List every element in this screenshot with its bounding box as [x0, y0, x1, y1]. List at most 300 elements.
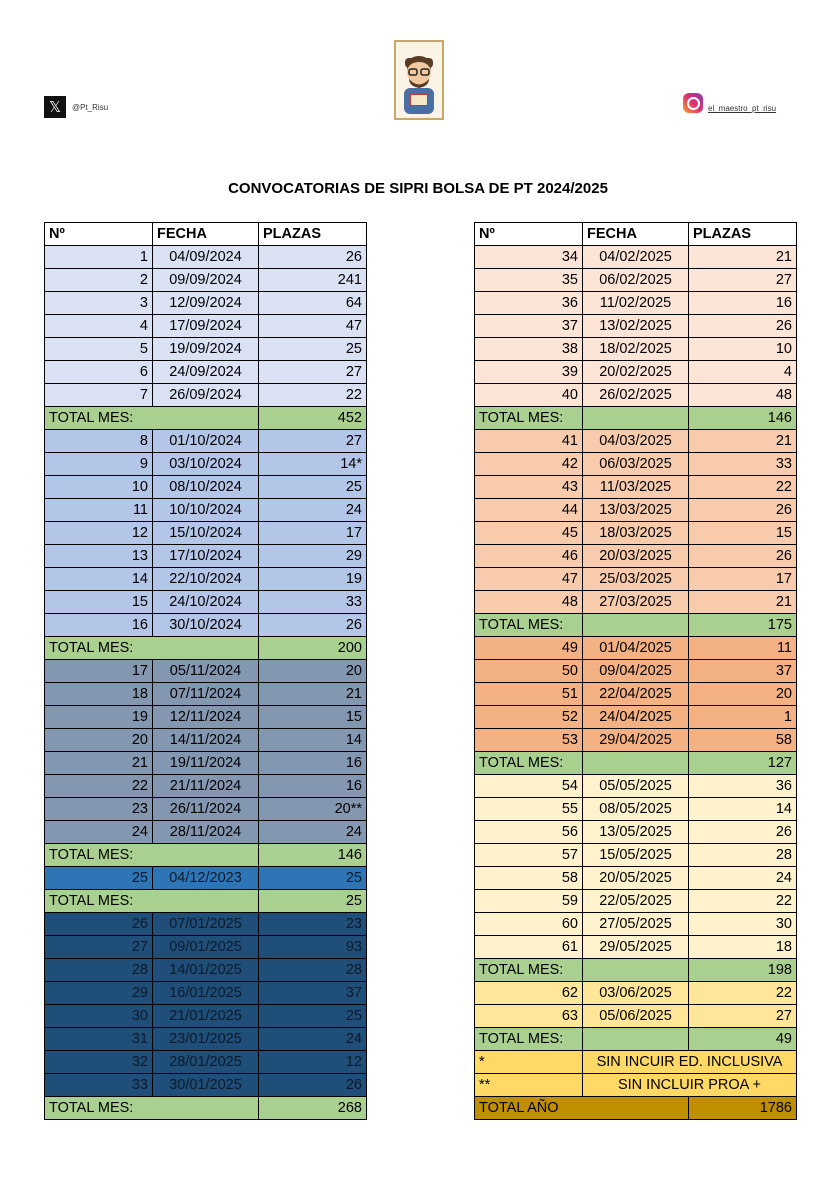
convocatoria-date: 03/06/2025 — [583, 982, 689, 1005]
convocatoria-plazas: 30 — [689, 913, 797, 936]
convocatoria-number: 52 — [475, 706, 583, 729]
table-row — [45, 430, 367, 453]
year-total-label: TOTAL AÑO — [475, 1097, 689, 1120]
convocatoria-plazas: 24 — [259, 821, 367, 844]
table-row — [475, 499, 797, 522]
convocatoria-number: 23 — [45, 798, 153, 821]
convocatoria-number: 18 — [45, 683, 153, 706]
table-row — [475, 890, 797, 913]
table-row — [45, 591, 367, 614]
convocatoria-number: 58 — [475, 867, 583, 890]
table-row — [45, 453, 367, 476]
table-row — [45, 660, 367, 683]
table-row — [475, 798, 797, 821]
convocatoria-plazas: 27 — [259, 361, 367, 384]
convocatoria-date: 10/10/2024 — [153, 499, 259, 522]
convocatoria-date: 08/05/2025 — [583, 798, 689, 821]
convocatoria-number: 61 — [475, 936, 583, 959]
month-total-label: TOTAL MES: — [475, 959, 583, 982]
month-total-spacer — [583, 752, 689, 775]
convocatoria-date: 08/10/2024 — [153, 476, 259, 499]
convocatoria-date: 13/03/2025 — [583, 499, 689, 522]
month-total-spacer — [583, 407, 689, 430]
table-row — [45, 338, 367, 361]
convocatoria-date: 01/04/2025 — [583, 637, 689, 660]
convocatoria-plazas: 26 — [689, 499, 797, 522]
convocatoria-plazas: 16 — [259, 775, 367, 798]
month-total-spacer — [583, 959, 689, 982]
avatar — [394, 40, 444, 120]
month-total-value: 146 — [259, 844, 367, 867]
convocatoria-number: 44 — [475, 499, 583, 522]
convocatoria-date: 09/01/2025 — [153, 936, 259, 959]
convocatoria-number: 7 — [45, 384, 153, 407]
convocatoria-number: 35 — [475, 269, 583, 292]
convocatoria-number: 46 — [475, 545, 583, 568]
month-total-label: TOTAL MES: — [475, 1028, 583, 1051]
convocatoria-number: 40 — [475, 384, 583, 407]
table-row — [45, 982, 367, 1005]
convocatoria-plazas: 21 — [689, 430, 797, 453]
convocatoria-plazas: 11 — [689, 637, 797, 660]
table-row — [475, 269, 797, 292]
convocatoria-plazas: 37 — [259, 982, 367, 1005]
convocatoria-date: 05/06/2025 — [583, 1005, 689, 1028]
convocatoria-plazas: 28 — [259, 959, 367, 982]
table-row — [475, 729, 797, 752]
convocatoria-number: 54 — [475, 775, 583, 798]
table-row — [45, 936, 367, 959]
convocatoria-date: 04/03/2025 — [583, 430, 689, 453]
month-total-value: 198 — [689, 959, 797, 982]
month-total-row — [45, 637, 367, 660]
convocatoria-number: 34 — [475, 246, 583, 269]
convocatoria-plazas: 24 — [259, 499, 367, 522]
year-total-row — [475, 1097, 797, 1120]
table-row — [475, 844, 797, 867]
convocatoria-date: 30/10/2024 — [153, 614, 259, 637]
table-row — [45, 867, 367, 890]
convocatoria-number: 28 — [45, 959, 153, 982]
convocatoria-date: 22/04/2025 — [583, 683, 689, 706]
table-row — [45, 683, 367, 706]
convocatoria-date: 11/03/2025 — [583, 476, 689, 499]
table-row — [475, 936, 797, 959]
table-row — [45, 821, 367, 844]
convocatoria-date: 22/05/2025 — [583, 890, 689, 913]
table-row — [475, 384, 797, 407]
convocatoria-number: 5 — [45, 338, 153, 361]
table-row — [475, 706, 797, 729]
convocatoria-number: 38 — [475, 338, 583, 361]
footnote-mark: * — [475, 1051, 583, 1074]
convocatoria-date: 04/09/2024 — [153, 246, 259, 269]
convocatoria-number: 49 — [475, 637, 583, 660]
convocatoria-number: 33 — [45, 1074, 153, 1097]
table-row — [45, 269, 367, 292]
table-row — [475, 982, 797, 1005]
convocatoria-plazas: 14 — [689, 798, 797, 821]
convocatoria-number: 30 — [45, 1005, 153, 1028]
convocatoria-number: 22 — [45, 775, 153, 798]
convocatoria-plazas: 26 — [259, 246, 367, 269]
table-row — [475, 246, 797, 269]
footnote-mark: ** — [475, 1074, 583, 1097]
convocatoria-date: 26/11/2024 — [153, 798, 259, 821]
convocatoria-plazas: 25 — [259, 867, 367, 890]
convocatoria-plazas: 14* — [259, 453, 367, 476]
month-total-value: 268 — [259, 1097, 367, 1120]
table-header-row — [475, 223, 797, 246]
month-total-label: TOTAL MES: — [45, 637, 259, 660]
convocatoria-plazas: 27 — [689, 1005, 797, 1028]
convocatoria-plazas: 26 — [689, 315, 797, 338]
table-row — [475, 591, 797, 614]
table-row — [475, 683, 797, 706]
convocatoria-plazas: 25 — [259, 476, 367, 499]
month-total-value: 49 — [689, 1028, 797, 1051]
month-total-value: 25 — [259, 890, 367, 913]
convocatoria-plazas: 22 — [689, 982, 797, 1005]
footnote-text: SIN INCUIR ED. INCLUSIVA — [583, 1051, 797, 1074]
convocatoria-number: 36 — [475, 292, 583, 315]
convocatoria-date: 13/02/2025 — [583, 315, 689, 338]
convocatoria-date: 15/10/2024 — [153, 522, 259, 545]
convocatoria-number: 10 — [45, 476, 153, 499]
column-header-plazas: PLAZAS — [689, 223, 797, 246]
convocatoria-date: 18/02/2025 — [583, 338, 689, 361]
month-total-label: TOTAL MES: — [45, 407, 259, 430]
footnote-row — [475, 1074, 797, 1097]
table-row — [475, 315, 797, 338]
convocatoria-plazas: 27 — [689, 269, 797, 292]
convocatoria-number: 62 — [475, 982, 583, 1005]
convocatoria-date: 28/11/2024 — [153, 821, 259, 844]
convocatoria-date: 20/05/2025 — [583, 867, 689, 890]
convocatoria-number: 59 — [475, 890, 583, 913]
table-row — [45, 292, 367, 315]
convocatoria-date: 09/09/2024 — [153, 269, 259, 292]
convocatoria-number: 12 — [45, 522, 153, 545]
convocatoria-plazas: 48 — [689, 384, 797, 407]
convocatoria-plazas: 22 — [259, 384, 367, 407]
convocatoria-plazas: 29 — [259, 545, 367, 568]
table-row — [45, 545, 367, 568]
convocatoria-number: 1 — [45, 246, 153, 269]
month-total-row — [45, 890, 367, 913]
convocatoria-plazas: 26 — [689, 545, 797, 568]
convocatoria-date: 07/01/2025 — [153, 913, 259, 936]
convocatoria-plazas: 15 — [259, 706, 367, 729]
convocatoria-number: 16 — [45, 614, 153, 637]
convocatoria-plazas: 10 — [689, 338, 797, 361]
convocatoria-plazas: 20** — [259, 798, 367, 821]
convocatoria-number: 20 — [45, 729, 153, 752]
convocatoria-date: 13/05/2025 — [583, 821, 689, 844]
convocatoria-date: 27/05/2025 — [583, 913, 689, 936]
convocatoria-date: 14/11/2024 — [153, 729, 259, 752]
month-total-label: TOTAL MES: — [45, 844, 259, 867]
convocatoria-number: 25 — [45, 867, 153, 890]
x-handle: @Pt_Risu — [72, 102, 109, 112]
convocatoria-plazas: 64 — [259, 292, 367, 315]
convocatoria-number: 41 — [475, 430, 583, 453]
convocatoria-date: 25/03/2025 — [583, 568, 689, 591]
convocatoria-plazas: 21 — [259, 683, 367, 706]
convocatoria-date: 24/10/2024 — [153, 591, 259, 614]
table-row — [45, 752, 367, 775]
convocatoria-plazas: 4 — [689, 361, 797, 384]
convocatoria-plazas: 37 — [689, 660, 797, 683]
table-header-row — [45, 223, 367, 246]
month-total-label: TOTAL MES: — [45, 890, 259, 913]
column-header-fecha: FECHA — [153, 223, 259, 246]
convocatoria-date: 01/10/2024 — [153, 430, 259, 453]
convocatoria-number: 60 — [475, 913, 583, 936]
convocatoria-plazas: 20 — [259, 660, 367, 683]
month-total-row — [475, 407, 797, 430]
month-total-spacer — [583, 1028, 689, 1051]
convocatoria-plazas: 24 — [689, 867, 797, 890]
convocatoria-date: 17/09/2024 — [153, 315, 259, 338]
table-row — [475, 821, 797, 844]
convocatoria-date: 26/09/2024 — [153, 384, 259, 407]
convocatoria-date: 21/11/2024 — [153, 775, 259, 798]
table-row — [475, 430, 797, 453]
convocatoria-date: 28/01/2025 — [153, 1051, 259, 1074]
table-row — [45, 729, 367, 752]
table-row — [475, 637, 797, 660]
convocatoria-plazas: 26 — [689, 821, 797, 844]
table-row — [475, 1005, 797, 1028]
year-total-value: 1786 — [689, 1097, 797, 1120]
table-row — [45, 798, 367, 821]
convocatoria-plazas: 36 — [689, 775, 797, 798]
convocatoria-plazas: 15 — [689, 522, 797, 545]
convocatoria-date: 29/04/2025 — [583, 729, 689, 752]
convocatoria-plazas: 26 — [259, 1074, 367, 1097]
table-row — [475, 913, 797, 936]
convocatoria-number: 9 — [45, 453, 153, 476]
convocatoria-plazas: 16 — [689, 292, 797, 315]
convocatoria-number: 50 — [475, 660, 583, 683]
convocatoria-date: 20/02/2025 — [583, 361, 689, 384]
table-row — [45, 384, 367, 407]
convocatoria-number: 4 — [45, 315, 153, 338]
convocatoria-date: 19/11/2024 — [153, 752, 259, 775]
convocatoria-date: 29/05/2025 — [583, 936, 689, 959]
table-row — [475, 338, 797, 361]
convocatoria-date: 06/03/2025 — [583, 453, 689, 476]
convocatoria-date: 26/02/2025 — [583, 384, 689, 407]
table-row — [475, 361, 797, 384]
convocatoria-date: 20/03/2025 — [583, 545, 689, 568]
table-row — [475, 775, 797, 798]
convocatoria-number: 39 — [475, 361, 583, 384]
convocatoria-plazas: 21 — [689, 246, 797, 269]
convocatoria-number: 13 — [45, 545, 153, 568]
table-row — [45, 913, 367, 936]
convocatoria-number: 14 — [45, 568, 153, 591]
convocatoria-number: 32 — [45, 1051, 153, 1074]
convocatoria-plazas: 22 — [689, 476, 797, 499]
convocatoria-number: 63 — [475, 1005, 583, 1028]
x-logo-icon: 𝕏 — [44, 96, 66, 118]
left-table — [44, 222, 367, 1120]
convocatoria-number: 51 — [475, 683, 583, 706]
convocatoria-plazas: 25 — [259, 338, 367, 361]
table-row — [45, 476, 367, 499]
month-total-row — [475, 614, 797, 637]
table-row — [45, 361, 367, 384]
convocatoria-date: 04/02/2025 — [583, 246, 689, 269]
convocatoria-number: 53 — [475, 729, 583, 752]
table-row — [45, 499, 367, 522]
month-total-label: TOTAL MES: — [45, 1097, 259, 1120]
convocatoria-plazas: 27 — [259, 430, 367, 453]
month-total-spacer — [583, 614, 689, 637]
convocatoria-plazas: 18 — [689, 936, 797, 959]
convocatoria-date: 18/03/2025 — [583, 522, 689, 545]
convocatoria-date: 24/04/2025 — [583, 706, 689, 729]
convocatoria-date: 27/03/2025 — [583, 591, 689, 614]
table-row — [45, 1005, 367, 1028]
convocatoria-number: 56 — [475, 821, 583, 844]
convocatoria-number: 26 — [45, 913, 153, 936]
month-total-value: 175 — [689, 614, 797, 637]
convocatoria-date: 05/05/2025 — [583, 775, 689, 798]
convocatoria-date: 04/12/2023 — [153, 867, 259, 890]
table-row — [45, 1074, 367, 1097]
convocatoria-number: 47 — [475, 568, 583, 591]
convocatoria-plazas: 23 — [259, 913, 367, 936]
convocatoria-date: 03/10/2024 — [153, 453, 259, 476]
convocatoria-date: 16/01/2025 — [153, 982, 259, 1005]
convocatoria-number: 27 — [45, 936, 153, 959]
convocatoria-date: 19/09/2024 — [153, 338, 259, 361]
convocatoria-number: 15 — [45, 591, 153, 614]
table-row — [475, 292, 797, 315]
footnote-text: SIN INCLUIR PROA + — [583, 1074, 797, 1097]
column-header-plazas: PLAZAS — [259, 223, 367, 246]
convocatoria-number: 48 — [475, 591, 583, 614]
month-total-value: 452 — [259, 407, 367, 430]
column-header-num: Nº — [475, 223, 583, 246]
table-row — [475, 568, 797, 591]
month-total-label: TOTAL MES: — [475, 752, 583, 775]
month-total-value: 200 — [259, 637, 367, 660]
convocatoria-plazas: 241 — [259, 269, 367, 292]
convocatoria-date: 06/02/2025 — [583, 269, 689, 292]
convocatoria-date: 11/02/2025 — [583, 292, 689, 315]
month-total-row — [475, 959, 797, 982]
table-row — [475, 660, 797, 683]
convocatoria-date: 09/04/2025 — [583, 660, 689, 683]
month-total-value: 146 — [689, 407, 797, 430]
table-row — [475, 867, 797, 890]
convocatoria-number: 19 — [45, 706, 153, 729]
convocatoria-plazas: 33 — [259, 591, 367, 614]
convocatoria-number: 29 — [45, 982, 153, 1005]
convocatoria-plazas: 20 — [689, 683, 797, 706]
month-total-label: TOTAL MES: — [475, 407, 583, 430]
convocatoria-plazas: 22 — [689, 890, 797, 913]
column-header-num: Nº — [45, 223, 153, 246]
x-social — [44, 96, 108, 118]
month-total-row — [475, 752, 797, 775]
convocatoria-date: 30/01/2025 — [153, 1074, 259, 1097]
month-total-row — [45, 1097, 367, 1120]
convocatoria-date: 15/05/2025 — [583, 844, 689, 867]
convocatoria-date: 24/09/2024 — [153, 361, 259, 384]
table-row — [45, 246, 367, 269]
convocatoria-plazas: 17 — [689, 568, 797, 591]
convocatoria-date: 22/10/2024 — [153, 568, 259, 591]
convocatoria-number: 21 — [45, 752, 153, 775]
convocatoria-date: 17/10/2024 — [153, 545, 259, 568]
convocatoria-number: 45 — [475, 522, 583, 545]
table-row — [475, 453, 797, 476]
page-title: CONVOCATORIAS DE SIPRI BOLSA DE PT 2024/2025 — [228, 180, 608, 197]
table-row — [45, 614, 367, 637]
table-row — [45, 1028, 367, 1051]
convocatoria-plazas: 25 — [259, 1005, 367, 1028]
table-row — [45, 522, 367, 545]
instagram-icon — [683, 93, 703, 113]
table-row — [45, 706, 367, 729]
convocatoria-plazas: 17 — [259, 522, 367, 545]
convocatoria-number: 11 — [45, 499, 153, 522]
convocatoria-plazas: 26 — [259, 614, 367, 637]
convocatoria-date: 14/01/2025 — [153, 959, 259, 982]
table-row — [475, 545, 797, 568]
convocatoria-plazas: 33 — [689, 453, 797, 476]
convocatoria-number: 57 — [475, 844, 583, 867]
table-row — [45, 1051, 367, 1074]
instagram-social — [683, 93, 776, 113]
month-total-row — [45, 844, 367, 867]
convocatoria-plazas: 14 — [259, 729, 367, 752]
convocatoria-date: 07/11/2024 — [153, 683, 259, 706]
footnote-row — [475, 1051, 797, 1074]
convocatoria-plazas: 28 — [689, 844, 797, 867]
convocatoria-plazas: 21 — [689, 591, 797, 614]
convocatoria-date: 12/09/2024 — [153, 292, 259, 315]
convocatoria-number: 55 — [475, 798, 583, 821]
column-header-fecha: FECHA — [583, 223, 689, 246]
right-table — [474, 222, 797, 1120]
convocatoria-date: 21/01/2025 — [153, 1005, 259, 1028]
table-row — [45, 315, 367, 338]
table-row — [475, 476, 797, 499]
convocatoria-plazas: 16 — [259, 752, 367, 775]
month-total-value: 127 — [689, 752, 797, 775]
convocatoria-number: 37 — [475, 315, 583, 338]
table-row — [45, 775, 367, 798]
convocatoria-plazas: 12 — [259, 1051, 367, 1074]
convocatoria-number: 43 — [475, 476, 583, 499]
month-total-row — [475, 1028, 797, 1051]
convocatoria-number: 2 — [45, 269, 153, 292]
convocatoria-number: 6 — [45, 361, 153, 384]
convocatoria-number: 31 — [45, 1028, 153, 1051]
month-total-label: TOTAL MES: — [475, 614, 583, 637]
convocatoria-plazas: 58 — [689, 729, 797, 752]
month-total-row — [45, 407, 367, 430]
convocatoria-date: 12/11/2024 — [153, 706, 259, 729]
convocatoria-number: 42 — [475, 453, 583, 476]
convocatoria-plazas: 93 — [259, 936, 367, 959]
